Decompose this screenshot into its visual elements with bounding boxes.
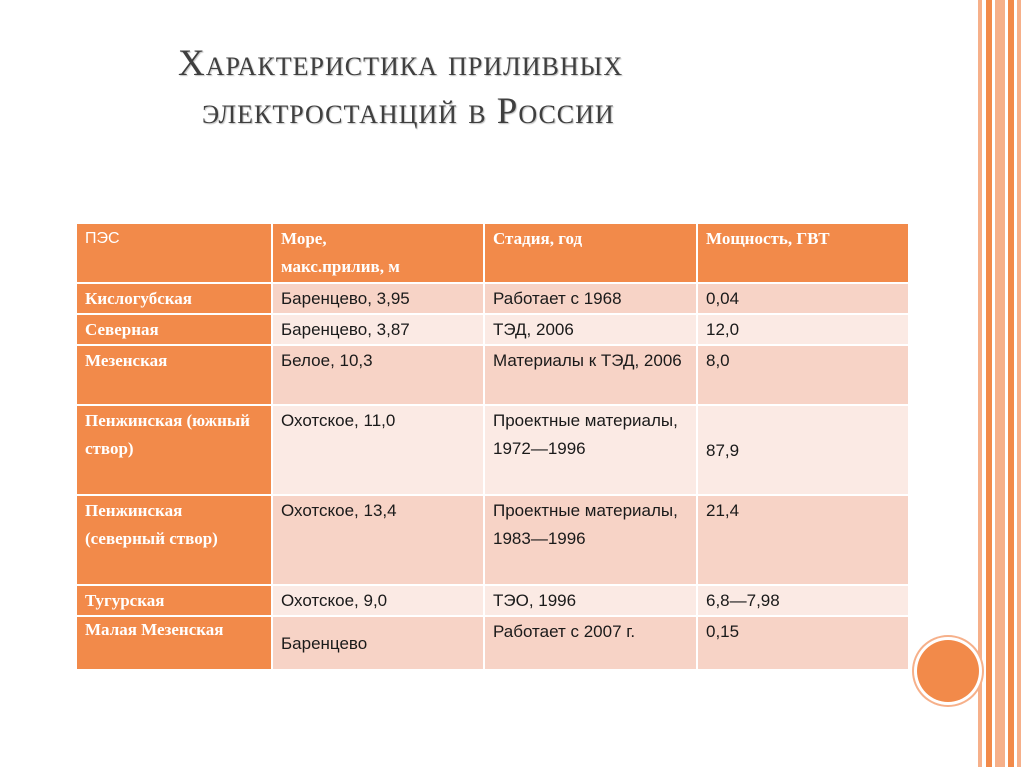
power-cell: 8,0 [697,345,909,405]
stage-cell: Проектные материалы, 1983—1996 [484,495,697,585]
station-name: Мезенская [76,345,272,405]
table-row [76,495,909,585]
decor-circle [917,640,979,702]
decor-stripe [986,0,992,767]
table-header-row [76,223,909,283]
station-name: Пенжинская (северный створ) [76,495,272,585]
power-cell: 0,04 [697,283,909,314]
sea-cell: Баренцево [272,616,484,670]
station-name: Малая Мезенская [76,616,272,670]
stage-cell: Работает с 1968 [484,283,697,314]
table-row [76,283,909,314]
station-name: Тугурская [76,585,272,616]
table-row [76,616,909,670]
power-cell: 87,9 [697,405,909,495]
decor-stripe [1008,0,1014,767]
station-name: Пенжинская (южный створ) [76,405,272,495]
table-row [76,405,909,495]
table-row [76,345,909,405]
power-cell: 6,8—7,98 [697,585,909,616]
header-stage: Стадия, год [484,223,697,283]
stage-cell: Проектные материалы, 1972—1996 [484,405,697,495]
power-cell: 0,15 [697,616,909,670]
title-line-2: электростанций в России [202,91,615,132]
decor-stripe [978,0,982,767]
stage-cell: Работает с 2007 г. [484,616,697,670]
table-row [76,585,909,616]
power-cell: 21,4 [697,495,909,585]
sea-cell: Охотское, 13,4 [272,495,484,585]
stage-cell: ТЭД, 2006 [484,314,697,345]
decor-stripe [995,0,1005,767]
station-name: Северная [76,314,272,345]
slide-title [178,40,878,136]
sea-cell: Баренцево, 3,95 [272,283,484,314]
sea-cell: Охотское, 11,0 [272,405,484,495]
sea-cell: Баренцево, 3,87 [272,314,484,345]
station-name: Кислогубская [76,283,272,314]
stage-cell: ТЭО, 1996 [484,585,697,616]
tidal-stations-table [75,222,910,671]
header-power: Мощность, ГВТ [697,223,909,283]
header-station: ПЭС [76,223,272,283]
title-line-1: Характеристика приливных [178,43,624,84]
table-row [76,314,909,345]
stage-cell: Материалы к ТЭД, 2006 [484,345,697,405]
power-cell: 12,0 [697,314,909,345]
decor-stripe [1017,0,1021,767]
sea-cell: Охотское, 9,0 [272,585,484,616]
sea-cell: Белое, 10,3 [272,345,484,405]
header-sea: Море, макс.прилив, м [272,223,484,283]
